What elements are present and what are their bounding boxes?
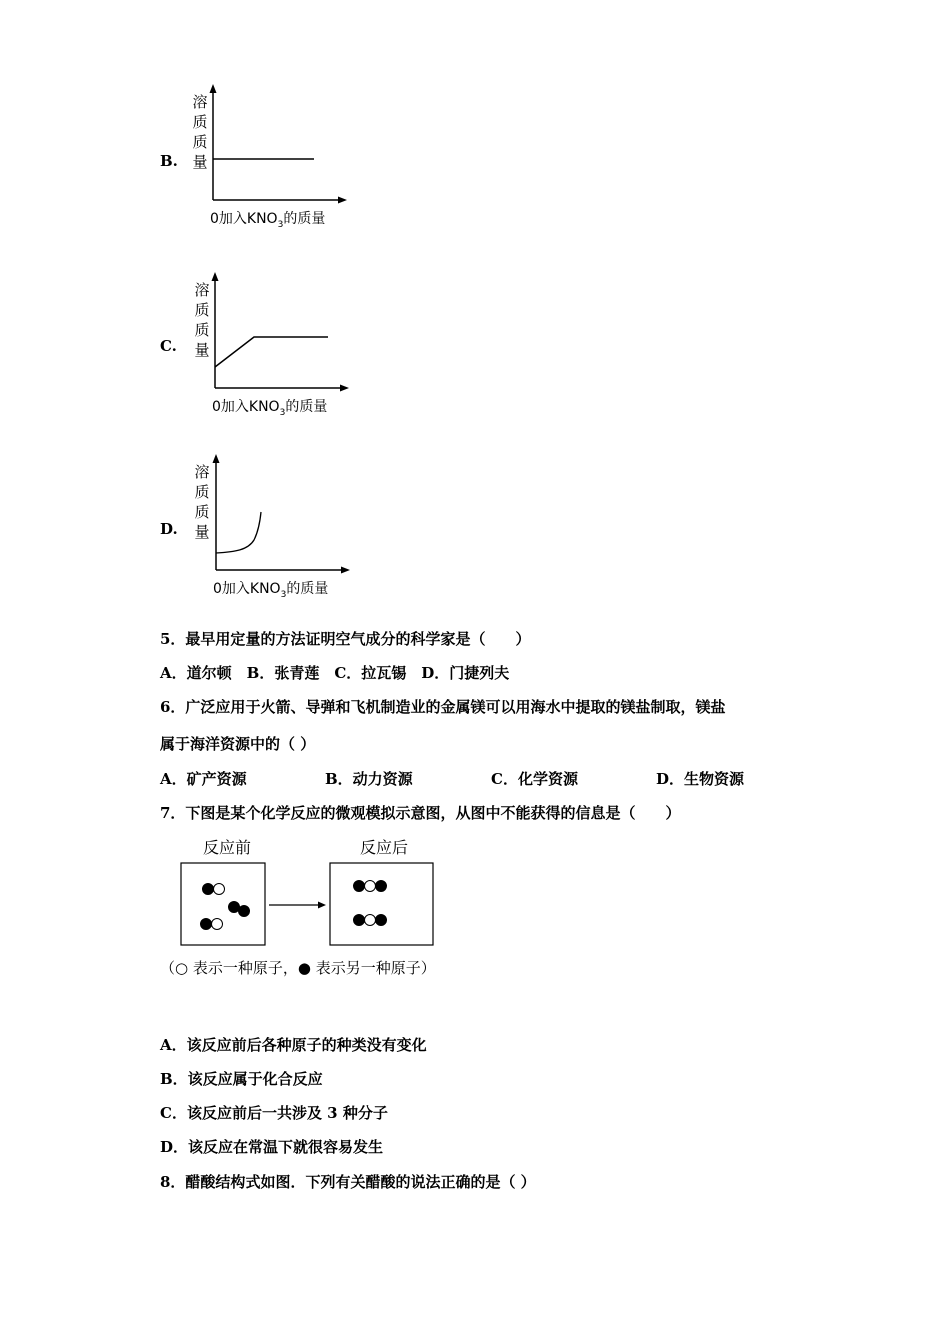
filled-atom [201, 919, 212, 930]
q5-stem: 5．最早用定量的方法证明空气成分的科学家是（ ） [160, 630, 531, 648]
q7-option-b: B．该反应属于化合反应 [160, 1070, 323, 1088]
q6-option-b: B．动力资源 [325, 770, 413, 788]
q5-options: A．道尔顿 B．张青莲 C．拉瓦锡 D．门捷列夫 [160, 664, 510, 682]
graph-d-curve [216, 512, 261, 553]
reaction-before-label: 反应前 [203, 838, 252, 857]
open-atom [214, 884, 225, 895]
q7-option-a: A．该反应前后各种原子的种类没有变化 [160, 1036, 427, 1054]
graph-c [190, 270, 360, 420]
q8-stem: 8．醋酸结构式如图．下列有关醋酸的说法正确的是（ ） [160, 1173, 536, 1191]
q6-option-c: C．化学资源 [491, 770, 578, 788]
filled-atom [239, 906, 250, 917]
open-atom [365, 881, 376, 892]
q7-option-c: C．该反应前后一共涉及 3 种分子 [160, 1104, 388, 1122]
filled-atom [354, 915, 365, 926]
filled-atom [354, 881, 365, 892]
graph-b-xlabel: 0加入$KNO_3$的质量 [210, 211, 326, 230]
atom-legend: （○ 表示一种原子，● 表示另一种原子） [160, 959, 436, 977]
q6-stem-line1: 6．广泛应用于火箭、导弹和飞机制造业的金属镁可以用海水中提取的镁盐制取，镁盐 [160, 698, 726, 716]
q6-option-d: D．生物资源 [656, 770, 745, 788]
filled-atom [203, 884, 214, 895]
graph-c-xlabel: 0加入$KNO_3$的质量 [212, 399, 328, 418]
graph-c-curve [215, 337, 328, 367]
filled-atom [376, 915, 387, 926]
filled-atom [229, 902, 240, 913]
reaction-after-label: 反应后 [360, 838, 409, 857]
open-atom [212, 919, 223, 930]
q6-option-a: A．矿产资源 [160, 770, 247, 788]
graph-c-ylabel: 溶 质 质 量 [194, 281, 210, 359]
graph-d [190, 452, 360, 602]
graph-c-letter: C. [160, 337, 177, 355]
filled-atom [376, 881, 387, 892]
reaction-diagram [175, 858, 445, 950]
graph-b-letter: B. [160, 152, 178, 170]
graph-b [190, 82, 360, 232]
graph-d-xlabel: 0加入$KNO_3$的质量 [213, 581, 329, 600]
open-atom [365, 915, 376, 926]
graph-d-ylabel: 溶 质 质 量 [194, 463, 210, 541]
before-box [181, 863, 265, 945]
graph-b-ylabel: 溶 质 质 量 [192, 93, 208, 171]
graph-d-letter: D. [160, 520, 178, 538]
after-box [330, 863, 433, 945]
q7-stem: 7．下图是某个化学反应的微观模拟示意图，从图中不能获得的信息是（ ） [160, 804, 681, 822]
q6-stem-line2: 属于海洋资源中的（ ） [160, 735, 316, 753]
q7-option-d: D．该反应在常温下就很容易发生 [160, 1138, 384, 1156]
